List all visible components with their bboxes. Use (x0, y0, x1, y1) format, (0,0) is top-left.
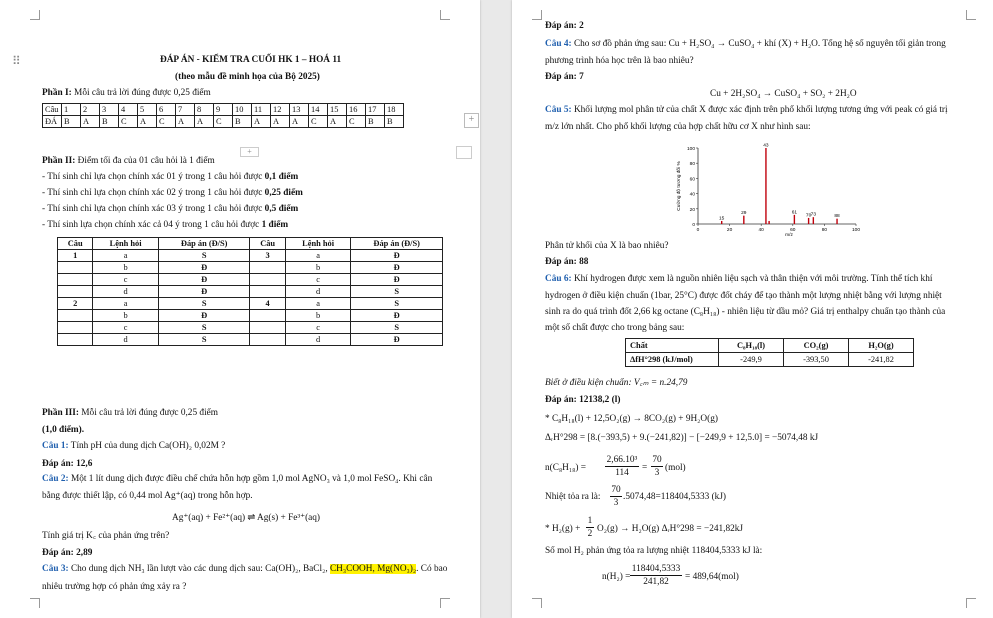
add-column-icon[interactable]: + (464, 113, 479, 128)
answer-cell: C (119, 116, 138, 128)
q6-note: Biết ở điều kiện chuẩn: V꜀ₘ = n.24,79 (545, 378, 688, 388)
q2-equation: Ag⁺(aq) + Fe²⁺(aq) ⇌ Ag(s) + Fe³⁺(aq) (172, 513, 321, 523)
q5-text-line2: m/z lớn nhất. Cho phổ khối lượng của hợp chất hữu cơ X như hình sau: (545, 122, 811, 132)
part2-rules (42, 171, 303, 235)
mass-spectrum-chart (674, 142, 864, 238)
answer-cell: A (138, 116, 157, 128)
table-cell (58, 262, 93, 274)
fraction (605, 454, 639, 479)
q4-equation: Cu + 2H₂SO₄ → CuSO₄ + SO₂ + 2H₂O (710, 89, 857, 99)
table-row (58, 286, 443, 298)
peak-label: 29 (741, 211, 747, 217)
table-cell: a (285, 298, 351, 310)
table-cell: b (285, 262, 351, 274)
column-header: Câu (250, 238, 285, 250)
rule-text: - Thí sinh lựa chọn chính xác cả 04 ý trong 1 câu hỏi được (42, 220, 262, 230)
y-tick-label: 60 (689, 177, 695, 183)
crop-mark (30, 10, 40, 20)
question-number-cell: 11 (252, 104, 271, 116)
table-row (58, 298, 443, 310)
question-number-cell: 5 (138, 104, 157, 116)
table-cell: b (93, 310, 159, 322)
column-header: Chất (626, 339, 719, 353)
y-tick-label: 100 (686, 147, 695, 152)
q3-label: Câu 3: (42, 564, 69, 574)
table-cell (58, 286, 93, 298)
fraction-numerator: 70 (611, 485, 621, 495)
q4-text-line2: phương trình hóa học trên là bao nhiêu? (545, 56, 694, 66)
page-left (0, 0, 480, 618)
peak-label: 15 (719, 216, 725, 222)
table-cell (58, 334, 93, 346)
rule-score: 0,5 điểm (264, 204, 299, 214)
q3-text-b: . Có bao (416, 564, 448, 574)
crop-mark (532, 10, 542, 20)
rule-text: - Thí sinh chỉ lựa chọn chính xác 01 ý trong 1 câu hỏi được (42, 172, 265, 182)
answer-cell: A (252, 116, 271, 128)
fraction-denominator: 241,82 (643, 577, 669, 587)
x-tick-label: 80 (821, 228, 828, 233)
question-number-cell: 14 (309, 104, 328, 116)
question-number-cell: 16 (347, 104, 366, 116)
table-cell: Đ (158, 274, 250, 286)
table-row (58, 274, 443, 286)
fraction (630, 563, 682, 588)
solution-mol-text: Số mol H₂ phản ứng tỏa ra lượng nhiệt 118404,5333 kJ là: (545, 546, 763, 556)
fraction (586, 515, 594, 540)
table-row (58, 310, 443, 322)
solution-heat-prefix: Nhiệt tỏa ra là: (545, 492, 601, 502)
answer-cell: A (290, 116, 309, 128)
question-number-cell: 8 (195, 104, 214, 116)
solution-mol-lhs: n(H₂) = (602, 572, 631, 582)
fraction-denominator: 3 (613, 498, 619, 508)
peak-label: 88 (834, 214, 840, 220)
page-title: ĐÁP ÁN - KIỂM TRA CUỐI HK 1 – HOÁ 11 (160, 55, 342, 65)
enthalpy-value: -249,9 (719, 353, 784, 367)
part3-total: (1,0 điểm). (42, 425, 85, 435)
table-cell (250, 310, 285, 322)
table-cell: S (158, 334, 250, 346)
table-cell: S (158, 250, 250, 262)
solution-enthalpy: ΔᵣH°298 = [8.(−393,5) + 9.(−241,82)] − [−249,9 + 12,5.0] = −5074,48 kJ (545, 433, 819, 443)
part2-heading: Phần II: (42, 156, 76, 166)
x-tick-label: 40 (758, 228, 764, 233)
table-cell: 4 (250, 298, 285, 310)
q6-text-line3: sinh ra do quá trình đốt 2,66 kg octane (C₈H₁₈) - nhiên liệu từ dầu mỏ? Giá trị enthalpy chuẩn tạo thành của (545, 307, 946, 317)
part3-text: Mỗi câu trả lời đúng được 0,25 điểm (81, 408, 219, 418)
q3-text-a: Cho dung dịch NH₃ lần lượt vào các dung dịch sau: Ca(OH)₂, BaCl₂, (70, 564, 330, 574)
q2-label: Câu 2: (42, 474, 69, 484)
answer-row-label: Câu (43, 104, 62, 116)
answer-cell: B (233, 116, 252, 128)
q4-line (545, 38, 946, 50)
column-header: H₂O(g) (849, 339, 914, 353)
q3-text-line2: nhiêu trường hợp có phản ứng xảy ra ? (42, 582, 187, 592)
enthalpy-value: -241,82 (849, 353, 914, 367)
part1-heading: Phần I: (42, 88, 72, 98)
answer-table (42, 103, 404, 128)
answer-cell: A (195, 116, 214, 128)
column-header: Lệnh hỏi (93, 238, 159, 250)
q1-text: Tính pH của dung dịch Ca(OH)₂ 0,02M ? (70, 441, 226, 451)
crop-mark (30, 598, 40, 608)
table-cell: d (93, 286, 159, 298)
q6-label: Câu 6: (545, 274, 572, 284)
table-cell: d (285, 334, 351, 346)
table-cell: c (93, 274, 159, 286)
table-cell (250, 286, 285, 298)
question-number-cell: 10 (233, 104, 252, 116)
answer-cell: B (62, 116, 81, 128)
question-number-cell: 9 (214, 104, 233, 116)
q3-highlight: CH₃COOH, Mg(NO₃)₂ (329, 564, 417, 574)
q4-answer: Đáp án: 7 (545, 72, 584, 82)
fraction-numerator: 2,66.10³ (606, 455, 638, 465)
solution-mol-result: = 489,64(mol) (685, 572, 739, 582)
question-number-cell: 15 (328, 104, 347, 116)
y-axis-label: Cường độ tương đối % (677, 161, 682, 211)
column-header: Câu (58, 238, 93, 250)
x-tick-label: 20 (726, 228, 733, 233)
column-header: Đáp án (Đ/S) (351, 238, 443, 250)
fraction-numerator: 118404,5333 (631, 564, 681, 574)
answer-cell: B (366, 116, 385, 128)
q5-question: Phân tử khối của X là bao nhiêu? (545, 241, 669, 251)
column-header: CO₂(g) (784, 339, 849, 353)
fraction-denominator: 114 (615, 468, 629, 478)
table-cell: Đ (351, 334, 443, 346)
y-tick-label: 0 (692, 223, 695, 228)
answer-cell: C (214, 116, 233, 128)
q3-line (42, 563, 447, 575)
table-cell: a (93, 298, 159, 310)
question-number-cell: 17 (366, 104, 385, 116)
q4-label: Câu 4: (545, 39, 572, 49)
page-subtitle: (theo mẫu đề minh họa của Bộ 2025) (175, 72, 320, 82)
x-tick-label: 0 (696, 228, 700, 233)
crop-mark (966, 598, 976, 608)
rule-score: 0,25 điểm (264, 188, 303, 198)
answer-cell: C (347, 116, 366, 128)
table-cell: 3 (250, 250, 285, 262)
table-cell: c (285, 322, 351, 334)
enthalpy-value: -393,50 (784, 353, 849, 367)
q1-line (42, 440, 225, 452)
table-row (58, 334, 443, 346)
question-number-cell: 2 (81, 104, 100, 116)
table-cell: Đ (158, 286, 250, 298)
q6-text-line2: hydrogen ở điều kiện chuẩn (1bar, 25°C) được đốt cháy để tạo thành một lượng nhiệt bằng với lượng nhiệt (545, 291, 942, 301)
question-number-cell: 12 (271, 104, 290, 116)
solution-equation-2b: O₂(g) → H₂O(g) ΔᵣH°298 = −241,82kJ (597, 524, 744, 534)
q1-label: Câu 1: (42, 441, 69, 451)
rule-score: 1 điểm (261, 220, 289, 230)
peak-label: 70 (805, 213, 812, 219)
answer-cell: C (309, 116, 328, 128)
solution-equation-1: * C₈H₁₈(l) + 12,5O₂(g) → 8CO₂(g) + 9H₂O(g) (545, 414, 718, 424)
y-tick-label: 20 (689, 207, 695, 213)
peak-label: 73 (810, 212, 817, 218)
q5-text: Khối lượng mol phân tử của chất X được xác định trên phổ khối lượng tương ứng với peak có giá trị (573, 105, 948, 115)
fraction-numerator: 70 (652, 455, 662, 465)
rule-text: - Thí sinh chỉ lựa chọn chính xác 02 ý trong 1 câu hỏi được (42, 188, 265, 198)
question-number-cell: 1 (62, 104, 81, 116)
table-cell: S (158, 298, 250, 310)
q5-label: Câu 5: (545, 105, 572, 115)
rule-line (42, 219, 303, 235)
answer-cell: B (100, 116, 119, 128)
crop-mark (966, 10, 976, 20)
x-tick-label: 100 (851, 228, 861, 233)
question-number-cell: 7 (176, 104, 195, 116)
table-cell (250, 334, 285, 346)
table-cell (58, 274, 93, 286)
question-number-cell: 4 (119, 104, 138, 116)
rule-line (42, 171, 303, 187)
answer-cell: A (271, 116, 290, 128)
column-header: C₈H₁₈(l) (719, 339, 784, 353)
rule-score: 0,1 điểm (264, 172, 299, 182)
table-cell: S (158, 322, 250, 334)
enthalpy-table (625, 338, 914, 367)
rule-line (42, 187, 303, 203)
table-cell (250, 274, 285, 286)
y-tick-label: 40 (689, 192, 695, 198)
page-right (512, 0, 993, 618)
answer-cell: C (157, 116, 176, 128)
part2-line (42, 155, 215, 167)
question-number-cell: 6 (157, 104, 176, 116)
q1-answer: Đáp án: 12,6 (42, 459, 93, 469)
part1-text: Mỗi câu trả lời đúng được 0,25 điểm (74, 88, 211, 98)
table-cell: d (93, 334, 159, 346)
q4-text: Cho sơ đồ phản ứng sau: Cu + H₂SO₄ → CuSO₄ + khí (X) + H₂O. Tổng hệ số nguyên tối giản trong (573, 39, 946, 49)
fraction-numerator: 1 (587, 516, 593, 526)
q2-text-line2: bằng được thiết lập, có 0,44 mol Ag⁺(aq) trong hỗn hợp. (42, 491, 253, 501)
table-move-icon[interactable]: + (240, 147, 259, 157)
table-cell: a (93, 250, 159, 262)
table-cell: b (285, 310, 351, 322)
answer-cell: A (176, 116, 195, 128)
crop-mark (440, 598, 450, 608)
mol-unit: (mol) (665, 463, 686, 473)
answer-row-label: ĐÁ (43, 116, 62, 128)
rule-text: - Thí sinh chỉ lựa chọn chính xác 03 ý trong 1 câu hỏi được (42, 204, 265, 214)
table-cell: Đ (351, 250, 443, 262)
rule-line (42, 203, 303, 219)
table-cell: c (285, 274, 351, 286)
fraction-denominator: 2 (587, 529, 593, 539)
table-cell: S (351, 286, 443, 298)
table-cell (250, 262, 285, 274)
table-cell (58, 310, 93, 322)
equals-sign: = (642, 463, 648, 473)
table-row (58, 262, 443, 274)
column-header: Đáp án (Đ/S) (158, 238, 250, 250)
peak-label: 43 (763, 143, 769, 149)
q6-line (545, 273, 932, 285)
solution-n-octane-lhs: n(C₈H₁₈) = (545, 463, 587, 473)
q6-text: Khí hydrogen được xem là nguồn nhiên liệu sạch và thân thiện với môi trường. Tính thể tích khí (573, 274, 933, 284)
q5-answer: Đáp án: 88 (545, 257, 589, 267)
table-cell: S (351, 298, 443, 310)
table-cell: Đ (351, 262, 443, 274)
x-tick-label: 60 (790, 228, 796, 233)
table-row (58, 322, 443, 334)
q6-answer: Đáp án: 12138,2 (l) (545, 395, 621, 405)
peak-label: 61 (791, 210, 798, 216)
q3-answer: Đáp án: 2 (545, 21, 584, 31)
table-cell (58, 322, 93, 334)
table-cell: Đ (351, 310, 443, 322)
question-number-cell: 3 (100, 104, 119, 116)
table-cell: S (351, 322, 443, 334)
answer-cell: A (81, 116, 100, 128)
q2-question: Tính giá trị K꜀ của phản ứng trên? (42, 531, 170, 541)
q2-line (42, 473, 432, 485)
q2-text: Một 1 lít dung dịch được điều chế chứa hỗn hợp gồm 1,0 mol AgNO₃ và 1,0 mol FeSO₄. Khi cân (70, 474, 433, 484)
q5-line (545, 104, 948, 116)
question-number-cell: 18 (385, 104, 404, 116)
fraction-denominator: 3 (654, 468, 660, 478)
part1-line (42, 87, 211, 99)
drag-handle-icon[interactable]: ⠿ (12, 54, 19, 68)
solution-heat-result: .5074,48=118404,5333 (kJ) (623, 492, 727, 502)
fraction (651, 454, 663, 479)
crop-mark (440, 10, 450, 20)
part3-heading: Phần III: (42, 408, 79, 418)
part3-line (42, 407, 218, 419)
answer-cell: B (385, 116, 404, 128)
answer-cell: A (328, 116, 347, 128)
fraction (610, 484, 622, 509)
table-resize-icon[interactable] (456, 146, 472, 159)
table-cell: d (285, 286, 351, 298)
y-tick-label: 80 (689, 162, 695, 168)
table-cell: b (93, 262, 159, 274)
table-cell: 2 (58, 298, 93, 310)
part2-text: Điểm tối đa của 01 câu hỏi là 1 điểm (77, 156, 215, 166)
x-axis-label: m/z (785, 233, 793, 238)
table-cell: c (93, 322, 159, 334)
table-cell: Đ (158, 310, 250, 322)
question-number-cell: 13 (290, 104, 309, 116)
enthalpy-row-label: ΔfH°298 (kJ/mol) (626, 353, 719, 367)
crop-mark (532, 598, 542, 608)
table-cell: a (285, 250, 351, 262)
table-cell: 1 (58, 250, 93, 262)
table-cell: Đ (158, 262, 250, 274)
solution-equation-2a: * H₂(g) + (545, 524, 581, 534)
true-false-table (57, 237, 443, 346)
table-row (58, 250, 443, 262)
q2-answer: Đáp án: 2,89 (42, 548, 93, 558)
q6-text-line4: một số chất được cho trong bảng sau: (545, 323, 685, 333)
table-cell (250, 322, 285, 334)
column-header: Lệnh hỏi (285, 238, 351, 250)
table-cell: Đ (351, 274, 443, 286)
